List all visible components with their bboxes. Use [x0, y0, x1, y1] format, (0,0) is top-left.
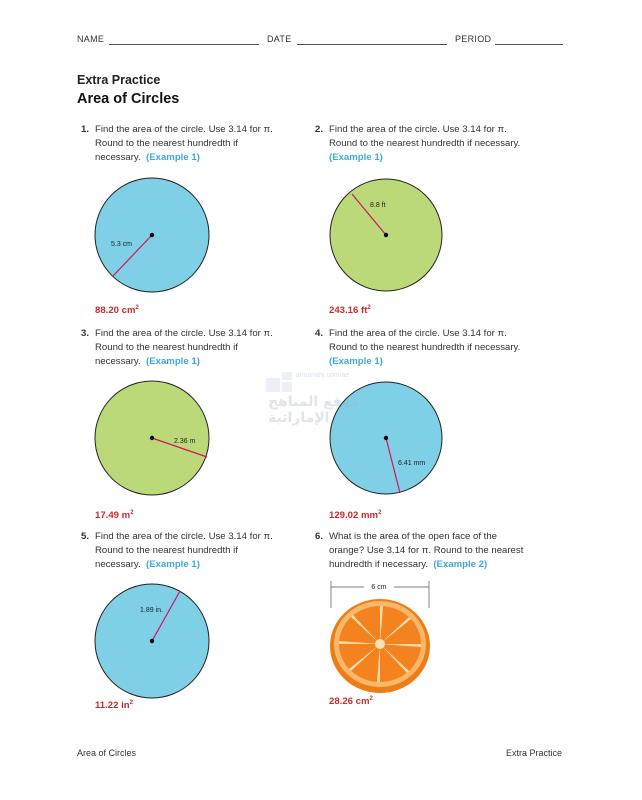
radius-label-4: 6.41 mm: [398, 460, 426, 467]
diameter-label: 6 cm: [371, 584, 387, 591]
watermark: [262, 372, 372, 432]
example-reference: (Example 1): [329, 356, 383, 367]
period-label: PERIOD: [455, 34, 492, 44]
watermark-url: almanahj.com/ae: [296, 372, 350, 379]
radius-label-5: 1.89 in.: [140, 607, 163, 614]
date-label: DATE: [267, 34, 292, 44]
radius-label-3: 2.36 m: [174, 438, 196, 445]
radius-label-1: 5.3 cm: [111, 241, 133, 248]
problem-text-line: Round to the nearest hundredth if: [95, 138, 238, 149]
problem-text-line: What is the area of the open face of the: [329, 531, 497, 542]
orange-figure: [330, 581, 430, 693]
problem-text-line: Find the area of the circle. Use 3.14 for π.: [95, 531, 273, 542]
example-reference: (Example 2): [433, 559, 488, 570]
worksheet-subtitle: Extra Practice: [77, 73, 161, 87]
problem-text-line: Round to the nearest hundredth if: [95, 342, 238, 353]
worksheet-title: Area of Circles: [77, 91, 180, 107]
problem-text-line: hundredth if necessary.: [329, 559, 429, 570]
answer-5: 11.22 $in^2$: [95, 700, 134, 712]
watermark-logo-block: [266, 378, 280, 392]
problem-text-line: necessary.: [95, 152, 141, 163]
problem-text-line: necessary.: [95, 356, 141, 367]
example-reference: (Example 1): [146, 152, 200, 163]
center-point-1: [150, 233, 154, 237]
example-reference: (Example 1): [329, 152, 383, 163]
center-point-5: [150, 639, 154, 643]
problem-text-line: Find the area of the circle. Use 3.14 for π.: [95, 328, 273, 339]
radius-label-2: 8.8 ft: [370, 202, 386, 209]
problem-text-line: orange? Use 3.14 for π. Round to the nearest: [329, 545, 524, 556]
watermark-text: موقع المناهج الإماراتية: [268, 394, 360, 426]
problem-text-line: Find the area of the circle. Use 3.14 for π.: [329, 124, 507, 135]
problem-text-line: Find the area of the circle. Use 3.14 for π.: [95, 124, 273, 135]
problem-text-line: Round to the nearest hundredth if necessary.: [329, 138, 521, 149]
footer-left: Area of Circles: [77, 748, 137, 758]
center-point-2: [384, 233, 388, 237]
answer-4: 129.02 $mm^2$: [329, 510, 382, 522]
problem-text-line: Find the area of the circle. Use 3.14 for π.: [329, 328, 507, 339]
circle-figure-3: [95, 381, 209, 495]
orange-core: [375, 639, 385, 649]
circle-figure-1: [95, 178, 209, 292]
center-point-4: [384, 436, 388, 440]
example-reference: (Example 1): [146, 356, 200, 367]
problem-text-line: necessary.: [95, 559, 141, 570]
circle-figure-5: [95, 584, 209, 698]
watermark-logo-block: [282, 372, 292, 380]
center-point-3: [150, 436, 154, 440]
problem-number: 3.: [81, 328, 90, 339]
answer-6: 28.26 $cm^2$: [329, 696, 373, 708]
problem-number: 6.: [315, 531, 324, 542]
answer-2: 243.16 $ft^2$: [329, 305, 371, 317]
problem-number: 1.: [81, 124, 90, 135]
watermark-logo-block: [282, 382, 292, 392]
example-reference: (Example 1): [146, 559, 200, 570]
problem-number: 4.: [315, 328, 324, 339]
problem-number: 2.: [315, 124, 324, 135]
footer-right: Extra Practice: [505, 748, 562, 758]
answer-3: 17.49 $m^2$: [95, 510, 134, 522]
name-label: NAME: [77, 34, 105, 44]
problem-number: 5.: [81, 531, 90, 542]
problem-text-line: Round to the nearest hundredth if necessary.: [329, 342, 521, 353]
answer-1: 88.20 $cm^2$: [95, 305, 139, 317]
problem-text-line: Round to the nearest hundredth if: [95, 545, 238, 556]
circle-figure-2: [330, 179, 442, 291]
